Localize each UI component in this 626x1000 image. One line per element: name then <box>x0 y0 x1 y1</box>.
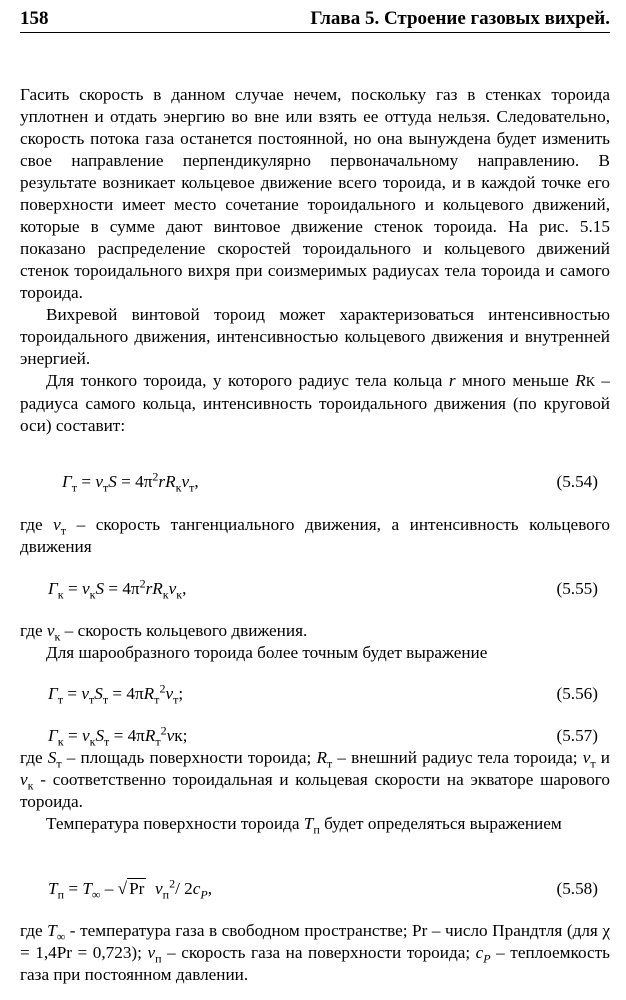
equation-number: (5.55) <box>556 579 598 598</box>
paragraph-9: где $T_\infty$ - температура газа в свободном пространстве; Pr – число Прандтля (для χ = 1,4Pr = 0,723); $v_п$ – скорость газа на поверхности тороида; $c_P$ – теплоемкость газа при постоянном давлении. <box>20 921 611 984</box>
equation-5-57 <box>48 725 610 747</box>
equation-5-56 <box>48 683 610 705</box>
equation-number: (5.58) <box>556 879 598 898</box>
paragraph-2: Вихревой винтовой тороид может характеризоваться интенсивностью тороидального движения, интенсивностью кольцевого движения и внутренней энергией. <box>20 305 610 368</box>
formula-5-58: $T_п = T_\infty$ – √ Pr $v_п^2/$ $2c_P$, <box>48 876 213 902</box>
formula-5-57: $Г_к = v_кS_т = 4\pi R_т^2vк$; <box>48 723 188 749</box>
equation-number: (5.57) <box>556 726 598 745</box>
formula-5-56: $Г_т = v_тS_т = 4\pi R_т^2v_т$; <box>48 681 184 707</box>
paragraph-6: Для шарообразного тороида более точным будет выражение <box>46 643 488 662</box>
chapter-title: Глава 5. Строение газовых вихрей. <box>310 8 610 29</box>
text-block-1 <box>20 84 610 437</box>
equation-5-58 <box>48 878 610 900</box>
paragraph-4: где $v_т$ – скорость тангенциального движения, а интенсивность кольцевого движения <box>20 515 610 556</box>
equation-number: (5.56) <box>556 684 598 703</box>
page-header <box>20 8 610 33</box>
paragraph-1: Гасить скорость в данном случае нечем, поскольку газ в стенках тороида уплотнен и отдать энергию во вне или взять ее оттуда нельзя. Следовательно, скорость потока газа останется постоянной, но она вынуждена будет изменить свое направление перпендикулярно первоначальному направлению. В результате возникает кольцевое движение всего тороида, и в каждой точке его поверхности имеет место сочетание тороидального и кольцевого движений, которые в сумме дают винтовое движение стенок тороида. На рис. 5.15 показано распределение скоростей тороидального и кольцевого движений стенок тороидального вихря при соизмеримых радиусах тела тороида и самого тороида. <box>20 85 610 302</box>
formula-5-54: $Г_т = v_тS = 4\pi^2rR_кv_т$, <box>62 469 199 495</box>
paragraph-3: Для тонкого тороида, у которого радиус тела кольца r много меньше RК – радиуса самого кольца, интенсивность тороидального движения (по круговой оси) составит: <box>20 371 611 435</box>
paragraph-8: Температура поверхности тороида $T_п$ будет определяться выражением <box>46 814 562 837</box>
equation-number: (5.54) <box>556 472 598 491</box>
text-block-2 <box>20 620 610 664</box>
equation-5-54 <box>62 471 610 493</box>
equation-5-55 <box>48 578 610 600</box>
text-block-3 <box>20 747 610 835</box>
paragraph-5: где $v_к$ – скорость кольцевого движения. <box>20 621 308 644</box>
page-number: 158 <box>20 8 49 29</box>
paragraph-7: где $S_т$ – площадь поверхности тороида; $R_т$ – внешний радиус тела тороида; $v_т$ и $v_к$ - соответственно тороидальная и кольцевая скорости на экваторе шарового тороида. <box>20 748 610 811</box>
formula-5-55: $Г_к = v_кS = 4\pi^2rR_кv_к$, <box>48 576 187 602</box>
